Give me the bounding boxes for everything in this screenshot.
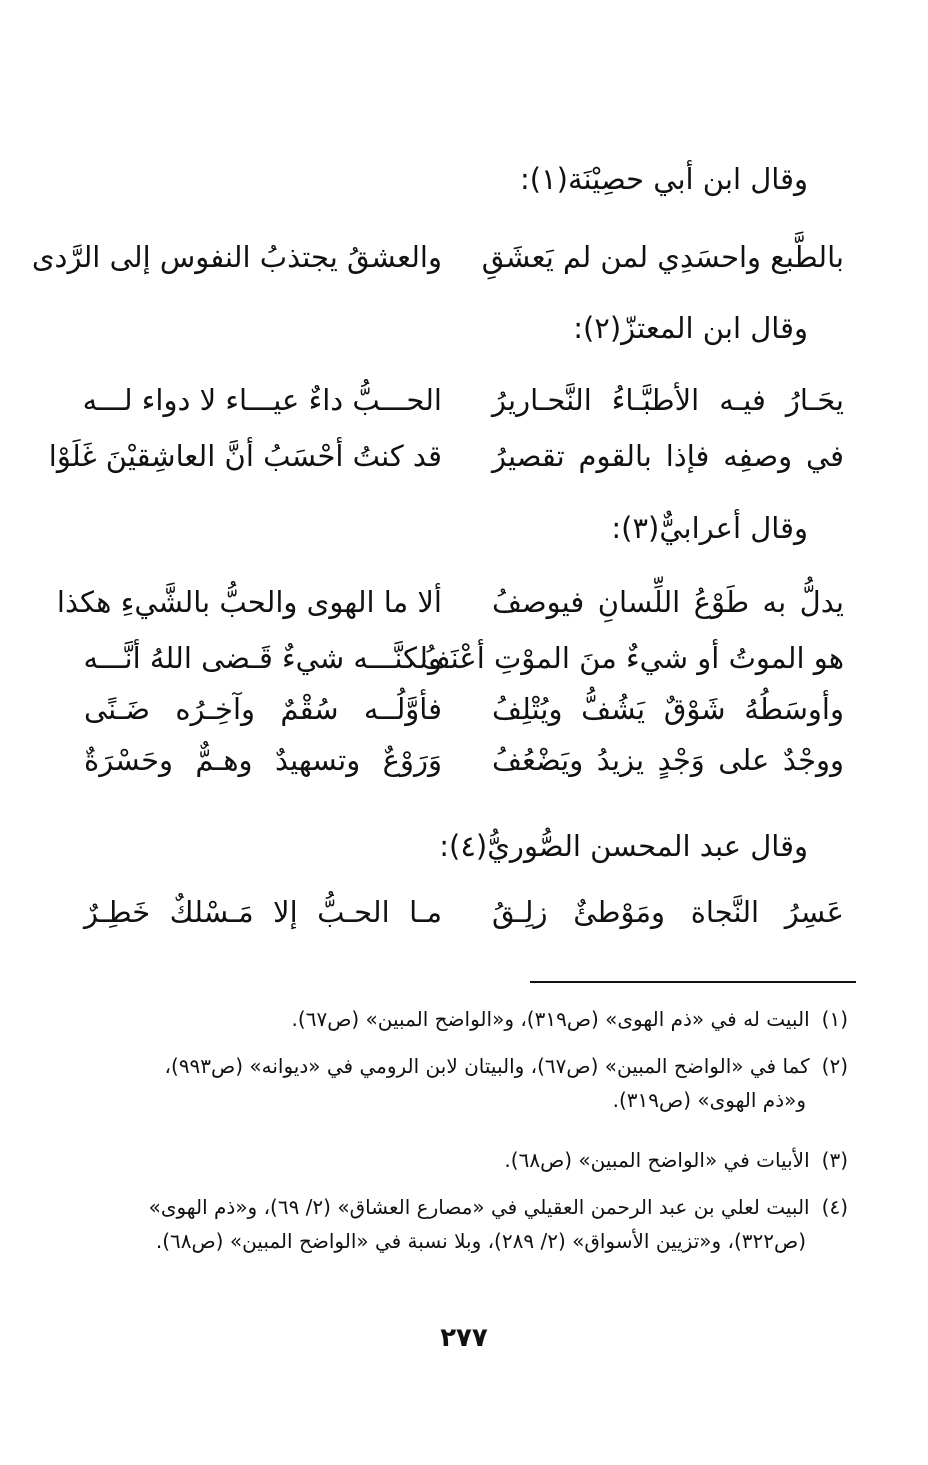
poem-intro: وقال ابن أبي حصِيْنَة(١):: [519, 162, 808, 196]
footnote: [78, 1190, 848, 1258]
verse-second-hemistich: بالطَّبع واحسَدِي لمن لم يَعشَقِ: [481, 240, 844, 274]
verse-line: [0, 580, 928, 624]
verse-line: [0, 235, 928, 279]
verse-second-hemistich: هو الموتُ أو شيءٌ منَ الموْتِ أعْنَفُ: [420, 641, 844, 675]
page-number: ٢٧٧: [440, 1323, 488, 1353]
verse-second-hemistich: في وصفِه فإذا بالقوم تقصيرُ: [492, 439, 844, 473]
verse-first-hemistich: الحـــبُّ داءٌ عيـــاء لا دواء لـــه: [82, 383, 442, 417]
footnote-text: البيت لعلي بن عبد الرحمن العقيلي في «مصارع العشاق» (٢/ ٦٩)، و«ذم الهوى»: [148, 1195, 810, 1219]
verse-first-hemistich: ولكنَّـــه شيءٌ قَـضى اللهُ أنَّـــه: [83, 641, 442, 675]
footnote-number: (٤): [821, 1195, 848, 1219]
verse-line: [0, 738, 928, 782]
footnote-text: البيت له في «ذم الهوى» (ص٣١٩)، و«الواضح المبين» (ص٦٧).: [291, 1007, 810, 1031]
verse-second-hemistich: ووجْدٌ على وَجْدٍ يزيدُ ويَضْعُفُ: [492, 743, 844, 777]
verse-line: [0, 890, 928, 934]
verse-second-hemistich: وأوسَطُهُ شَوْقٌ يَشُفُّ ويُتْلِفُ: [492, 692, 844, 726]
verse-second-hemistich: يدلُّ به طَوْعُ اللِّسانِ فيوصفُ: [492, 585, 844, 619]
footnote-number: (٢): [821, 1054, 848, 1078]
footnote-number: (١): [821, 1007, 848, 1031]
poem-intro: وقال أعرابيٌّ(٣):: [611, 511, 808, 545]
verse-line: [0, 434, 928, 478]
footnote-text-continuation: (ص٣٢٢)، و«تزيين الأسواق» (٢/ ٢٨٩)، وبلا نسبة في «الواضح المبين» (ص٦٨).: [155, 1229, 806, 1253]
verse-second-hemistich: يحَـارُ فيـه الأطبَّـاءُ النَّحـاريرُ: [492, 383, 844, 417]
verse-first-hemistich: مـا الحـبُّ إلا مَـسْلكٌ خَطِـرٌ: [84, 895, 442, 929]
verse-second-hemistich: عَسِرُ النَّجاة ومَوْطئٌ زلِـقُ: [492, 895, 844, 929]
footnote: [78, 1002, 848, 1036]
footnote-text: كما في «الواضح المبين» (ص٦٧)، والبيتان لابن الرومي في «ديوانه» (ص٩٩٣)،: [164, 1054, 810, 1078]
verse-first-hemistich: قد كنتُ أحْسَبُ أنَّ العاشِقيْنَ غَلَوْا: [48, 439, 442, 473]
verse-first-hemistich: والعشقُ يجتذبُ النفوس إلى الرَّدى: [31, 240, 442, 274]
footnote-text: الأبيات في «الواضح المبين» (ص٦٨).: [504, 1148, 810, 1172]
verse-line: [0, 687, 928, 731]
verse-first-hemistich: فأوَّلُــه سُقْمٌ وآخِـرُه ضَـنًى: [84, 692, 442, 726]
poem-intro: وقال ابن المعتزّ(٢):: [573, 311, 808, 345]
footnote: [78, 1143, 848, 1177]
verse-first-hemistich: ألا ما الهوى والحبُّ بالشَّيءِ هكذا: [56, 585, 442, 619]
verse-line: [0, 636, 928, 680]
verse-line: [0, 378, 928, 422]
footnote-separator: [530, 981, 856, 983]
footnote: [78, 1049, 848, 1117]
footnote-text-continuation: و«ذم الهوى» (ص٣١٩).: [612, 1088, 806, 1112]
poem-intro: وقال عبد المحسن الصُّوريُّ(٤):: [439, 829, 808, 863]
verse-first-hemistich: وَرَوْعٌ وتسهيدٌ وهـمٌّ وحَسْرَةٌ: [84, 743, 442, 777]
footnote-number: (٣): [821, 1148, 848, 1172]
